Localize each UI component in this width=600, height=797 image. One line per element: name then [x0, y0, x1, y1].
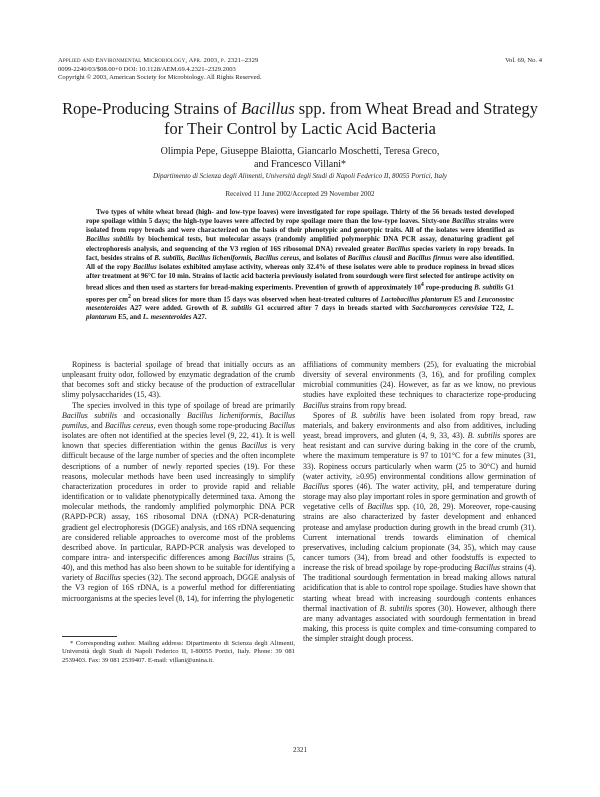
species-name: B. subtilis — [351, 410, 386, 420]
body-text: is very difficult because of the large number of species and the often incomplete descriptions of a number of newly reported species (19). For these reasons, molecular methods have been used increasingly to simplify characterization procedures in order to provide rapid and reliable identification or to validate phenotypically determined taxa. Among the molecular methods, the randomly amplified polymorphic DNA PCR (RAPD-PCR) assay, 16S ribosomal DNA (rDNA) PCR-denaturing gradient gel electrophoresis (DGGE) analysis, and 16S rDNA sequencing are considered reliable approaches to overcome most of the problems described above. In particular, RAPD-PCR analysis was developed to compare intra- and interspecific differences among — [62, 441, 295, 562]
species-name: Bacillus — [94, 573, 121, 583]
abstract-text: G1 occurred after 7 days in breads started with — [251, 304, 412, 313]
abstract-species: L. mesenteroides — [142, 313, 192, 322]
authors-line-2: and Francesco Villani* — [254, 159, 346, 170]
body-text: strains from ropy bread. — [328, 400, 407, 410]
abstract-text: and — [392, 253, 408, 262]
species-name: Bacillus — [367, 502, 394, 512]
body-text: affiliations of community members (25), for evaluating the microbial diversity of several environments (3, 16), and for profiling complex microbial communities (24). However, as far as we know, no previous studies have exploited these techniques to characterize rope-producing — [303, 360, 536, 400]
species-name: Bacillus — [474, 563, 500, 573]
body-text: and occasionally — [117, 410, 187, 420]
species-name: Bacillus — [241, 441, 268, 451]
abstract-text: strains were isolated from ropy breads and were characterized on the basis of their phenotypic and genotypic traits. All of the isolates were identified as — [86, 217, 514, 235]
species-name: Bacillus subtilis — [62, 410, 118, 420]
body-text: and — [88, 420, 105, 430]
journal-citation: Applied and Environmental Microbiology, Apr. 2003, p. 2321–2329 — [58, 57, 259, 64]
body-column-left — [62, 360, 295, 604]
copyright-line: Copyright © 2003, American Society for Microbiology. All Rights Reserved. — [58, 74, 262, 82]
species-name: B. subtilis — [467, 431, 501, 441]
abstract-text: E5, and — [116, 313, 143, 322]
body-paragraph — [62, 401, 295, 604]
issn-doi: 0099-2240/03/$08.00+0 DOI: 10.1128/AEM.69.4.2321–2329.2003 — [58, 65, 236, 73]
body-column-right — [303, 360, 536, 644]
title-genus: Bacillus — [240, 99, 295, 118]
body-paragraph — [303, 411, 536, 645]
abstract-species: Bacillus — [386, 244, 411, 253]
body-text: have been isolated from ropy bread, raw materials, and bakery environments and also from additives, including yeast, bread improvers, and gluten (4, 9, 33, 43). — [303, 410, 536, 441]
corresponding-author-footnote: * Corresponding author. Mailing address: Dipartimento di Scienza degli Alimenti, Università degli Studi di Napoli Federico II, I-80055 Portici, Italy. Phone: 39 081 2539403. Fax: 39 081 2539407. E-mail: villani@unina.it. — [62, 640, 295, 664]
body-text: spp. (10, 28, 29). Moreover, rope-causing strains are also characterized by faster development and enhanced protease and amylase production during growth in the bread crumb (31). Current international trends towards elimination of chemical preservatives, including calcium propionate (34, 35), which may cause cancer tumors (34), from bread and other foodstuffs is expected to increase the risk of bread spoilage by rope-producing — [303, 502, 536, 573]
abstract-species: L. plantarum — [86, 304, 515, 322]
running-header — [58, 57, 542, 83]
species-name: Bacillus — [303, 481, 329, 491]
abstract-text: rope-producing — [423, 283, 475, 292]
affiliation: Dipartimento di Scienza degli Alimenti, Università degli Studi di Napoli Federico II, 80055 Portici, Italy — [152, 172, 448, 180]
abstract-text: on bread slices for more than 15 days was observed when heat-treated cultures of — [130, 295, 381, 304]
abstract-superscript: 4 — [420, 282, 424, 289]
abstract-species: Saccharomyces cerevisiae — [411, 304, 489, 313]
abstract-text: A27 were added. Growth of — [126, 304, 222, 313]
abstract-text: , and isolates of — [299, 253, 348, 262]
body-text: strains (4). The traditional sourdough fermentation in bread making allows natural acidification that is able to control rope spoilage. Studies have shown that starting wheat bread with increasing sourdough contents enhances thermal inactivation of — [303, 563, 536, 613]
body-text: strains (5, 40), and this method has also been shown to be suitable for identifying a variety of — [62, 552, 295, 583]
body-text: spores (30). However, although there are many advantages associated with sourdough fermentation in bread making, this process is quite complex and time-consuming compared to the simpler straight dough process. — [303, 603, 536, 644]
abstract-species: B. subtilis — [474, 283, 504, 292]
species-name: Bacillus — [233, 552, 260, 562]
body-text: , even though some rope-producing — [153, 420, 270, 430]
abstract-superscript: 2 — [127, 293, 131, 300]
abstract-text: were also identified. All of the ropy — [86, 253, 514, 271]
abstract-species: Bacillus clausii — [347, 253, 393, 262]
abstract-text: E5 and — [451, 295, 478, 304]
abstract-text: by biochemical tests, but molecular assays (randomly amplified polymorphic DNA PCR assay, denaturing gradient gel electrophoresis analysis, and sequencing of the V3 region of 16S ribosomal DNA) revealed greater — [86, 235, 514, 253]
body-paragraph: Ropiness is bacterial spoilage of bread that initially occurs as an unpleasant fruity odor, followed by enzymatic degradation of the crumb that becomes soft and sticky because of the production of extracellular slimy polysaccharides (15, 43). — [62, 360, 295, 400]
species-name: Bacillus — [269, 420, 296, 430]
volume-number: Vol. 69, No. 4 — [505, 57, 542, 64]
abstract-text: isolates exhibited amylase activity, whereas only 32.4% of these isolates were able to produce ropiness in bread slices after treatment at 96°C for 10 min. Strains of lactic acid bacteria previously isolated from sourdough were first selected for antirope activity on bread slices and then used as starters for bread-making experiments. Prevention of growth of approximately 10 — [86, 262, 515, 292]
author-list — [60, 145, 540, 171]
title-text-rest: spp. from Wheat Bread and Strategy for Their Control by Lactic Acid Bacteria — [164, 99, 538, 138]
species-name: Bacillus — [303, 400, 329, 410]
abstract-species: Leuconostoc mesenteroides — [86, 295, 514, 313]
abstract-text: A27. — [191, 313, 207, 322]
abstract-species: Bacillus subtilis — [86, 235, 134, 244]
abstract — [86, 208, 514, 323]
abstract-species: Lactobacillus plantarum — [380, 295, 452, 304]
page-number: 2321 — [293, 746, 307, 754]
body-text: Spores of — [313, 410, 352, 420]
species-name: Bacillus cereus — [105, 420, 154, 430]
footnote-divider — [62, 636, 117, 637]
abstract-species: Bacillus firmus — [407, 253, 453, 262]
abstract-species: B. subtilis — [221, 304, 252, 313]
article-title — [60, 99, 540, 139]
body-paragraph — [303, 360, 536, 411]
body-text: species (32). The second approach, DGGE analysis of the V3 region of 16S rDNA, is a powerful method for differentiating microorganisms at the species level (8, 14), for inferring the phylogenetic — [62, 573, 295, 603]
abstract-species: Bacillus — [451, 217, 476, 226]
abstract-species: B. subtilis, Bacillus licheniformis, Bacillus cereus — [154, 253, 300, 262]
body-text: spores are heat resistant and can survive during baking in the core of the crumb, where the maximum temperature is 97 to 101°C for a few minutes (31, 33). Ropiness occurs particularly when warm (25 to 30°C) and humid (water activity, ≥0.95) environmental conditions allow germination of — [303, 431, 536, 481]
title-text: Rope-Producing Strains of — [62, 99, 241, 118]
abstract-species: Bacillus — [133, 262, 157, 271]
authors-line-1: Olimpia Pepe, Giuseppe Blaiotta, Giancarlo Moschetti, Teresa Greco, — [160, 146, 440, 157]
abstract-text: species variety in ropy breads. In fact, besides strains of — [86, 244, 514, 262]
body-text: The species involved in this type of spoilage of bread are primarily — [72, 400, 295, 410]
received-dates: Received 11 June 2002/Accepted 29 November 2002 — [225, 190, 375, 198]
abstract-text: Two types of white wheat bread (high- and low-type loaves) were investigated for rope spoilage. Thirty of the 56 breads tested developed rope spoilage within 5 days; the high-type loaves were affected by rope spoilage more than the low-type loaves. Sixty-one — [86, 208, 514, 226]
species-name: Bacillus licheniformis, Bacillus pumilus, — [62, 410, 296, 430]
abstract-text: T22, — [488, 304, 508, 313]
body-text: isolates are often not identified at the species level (9, 22, 41). It is well known that species differentiation within the genus — [62, 431, 295, 451]
species-name: B. subtilis — [379, 603, 413, 613]
abstract-text: G1 spores per cm — [86, 283, 514, 304]
body-text: spores (46). The water activity, pH, and temperature during storage may also play important roles in spore germination and growth of vegetative cells of — [303, 481, 536, 512]
